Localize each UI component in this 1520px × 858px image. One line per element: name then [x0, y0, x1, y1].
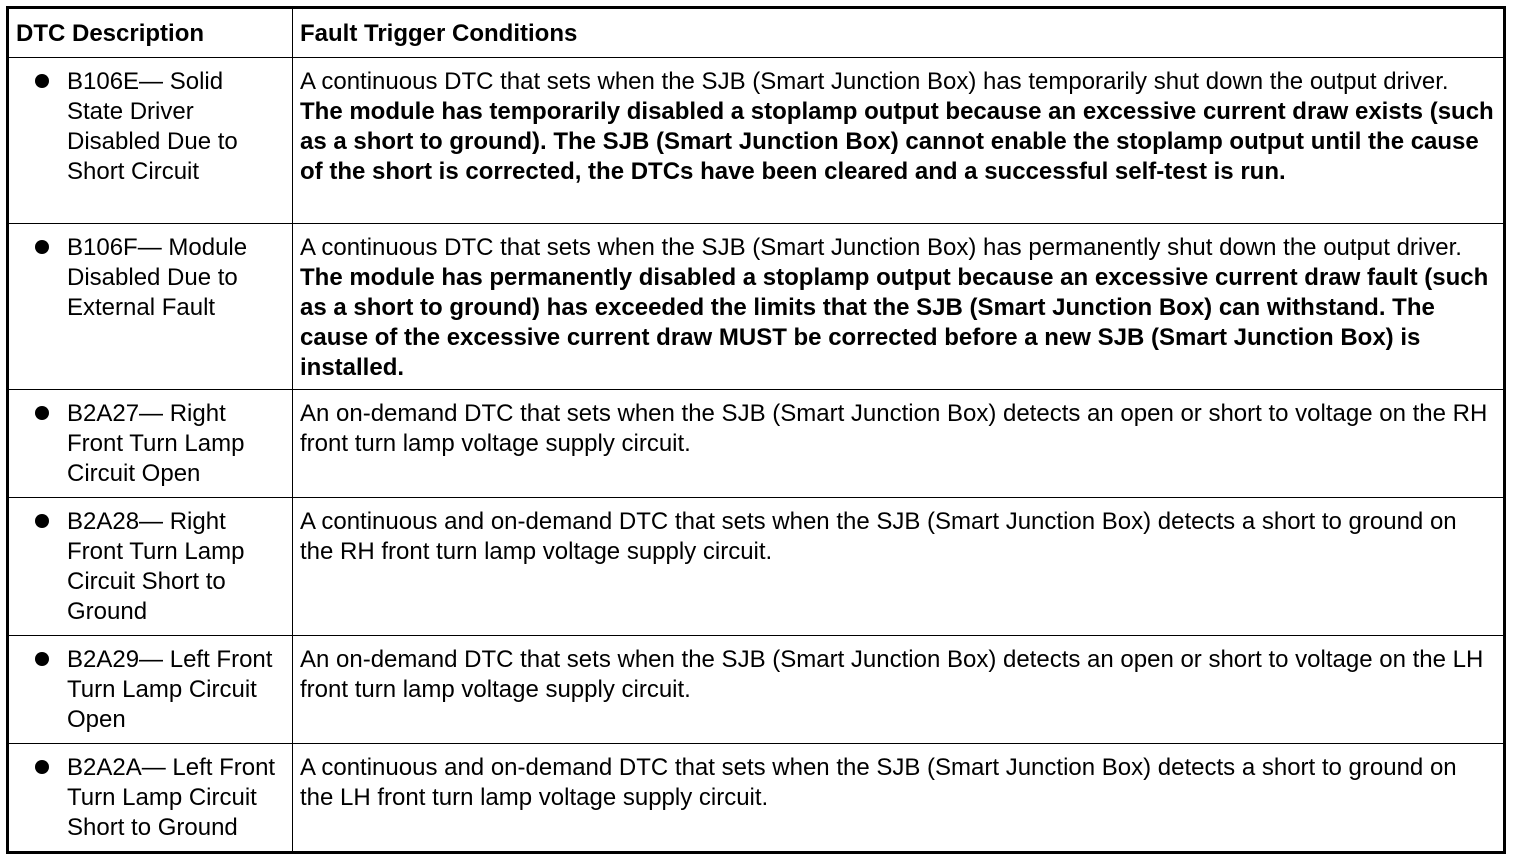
- fault-condition-cell: [293, 58, 1505, 224]
- table-row: [8, 224, 1505, 390]
- dtc-table: [6, 6, 1506, 854]
- condition-text: An on-demand DTC that sets when the SJB (Smart Junction Box) detects an open or short to voltage on the LH front turn lamp voltage supply circuit.: [300, 646, 1484, 703]
- table-row: [8, 390, 1505, 498]
- dtc-description-cell: [8, 58, 293, 224]
- table-row: [8, 58, 1505, 224]
- dtc-description-cell: [8, 498, 293, 636]
- fault-condition-cell: [293, 498, 1505, 636]
- condition-text: A continuous DTC that sets when the SJB (Smart Junction Box) has temporarily shut down the output driver.: [300, 68, 1449, 95]
- bullet-icon: [35, 240, 49, 254]
- bullet-icon: [35, 74, 49, 88]
- condition-bold-text: The module has temporarily disabled a stoplamp output because an excessive current draw exists (such as a short to ground). The SJB (Smart Junction Box) cannot enable the stoplamp output until the cause of the short is corrected, the DTCs have been cleared and a successful self-test is run.: [300, 98, 1494, 185]
- bullet-icon: [35, 406, 49, 420]
- dtc-description-text: B106F— Module Disabled Due to External Fault: [67, 234, 248, 321]
- dtc-description-text: B106E— Solid State Driver Disabled Due to Short Circuit: [67, 68, 238, 185]
- condition-bold-text: The module has permanently disabled a stoplamp output because an excessive current draw fault (such as a short to ground) has exceeded the limits that the SJB (Smart Junction Box) can withstand. The cause of the excessive current draw MUST be corrected before a new SJB (Smart Junction Box) is installed.: [300, 264, 1489, 381]
- header-dtc-description: DTC Description: [8, 8, 293, 58]
- condition-text: A continuous and on-demand DTC that sets when the SJB (Smart Junction Box) detects a short to ground on the RH front turn lamp voltage supply circuit.: [300, 508, 1457, 565]
- condition-text: A continuous and on-demand DTC that sets when the SJB (Smart Junction Box) detects a short to ground on the LH front turn lamp voltage supply circuit.: [300, 754, 1457, 811]
- table-row: [8, 744, 1505, 853]
- dtc-description-cell: [8, 224, 293, 390]
- dtc-description-cell: [8, 744, 293, 853]
- condition-text: A continuous DTC that sets when the SJB (Smart Junction Box) has permanently shut down the output driver.: [300, 234, 1462, 261]
- header-row: [8, 8, 1505, 58]
- bullet-icon: [35, 652, 49, 666]
- dtc-description-text: B2A28— Right Front Turn Lamp Circuit Short to Ground: [67, 508, 245, 625]
- dtc-description-text: B2A2A— Left Front Turn Lamp Circuit Short to Ground: [67, 754, 276, 841]
- header-fault-trigger-conditions: Fault Trigger Conditions: [293, 8, 1505, 58]
- table-row: [8, 636, 1505, 744]
- fault-condition-cell: [293, 744, 1505, 853]
- fault-condition-cell: [293, 224, 1505, 390]
- fault-condition-cell: [293, 636, 1505, 744]
- fault-condition-cell: [293, 390, 1505, 498]
- dtc-description-text: B2A29— Left Front Turn Lamp Circuit Open: [67, 646, 273, 733]
- dtc-description-text: B2A27— Right Front Turn Lamp Circuit Open: [67, 400, 245, 487]
- dtc-description-cell: [8, 390, 293, 498]
- condition-text: An on-demand DTC that sets when the SJB (Smart Junction Box) detects an open or short to voltage on the RH front turn lamp voltage supply circuit.: [300, 400, 1488, 457]
- table-row: [8, 498, 1505, 636]
- bullet-icon: [35, 514, 49, 528]
- dtc-description-cell: [8, 636, 293, 744]
- bullet-icon: [35, 760, 49, 774]
